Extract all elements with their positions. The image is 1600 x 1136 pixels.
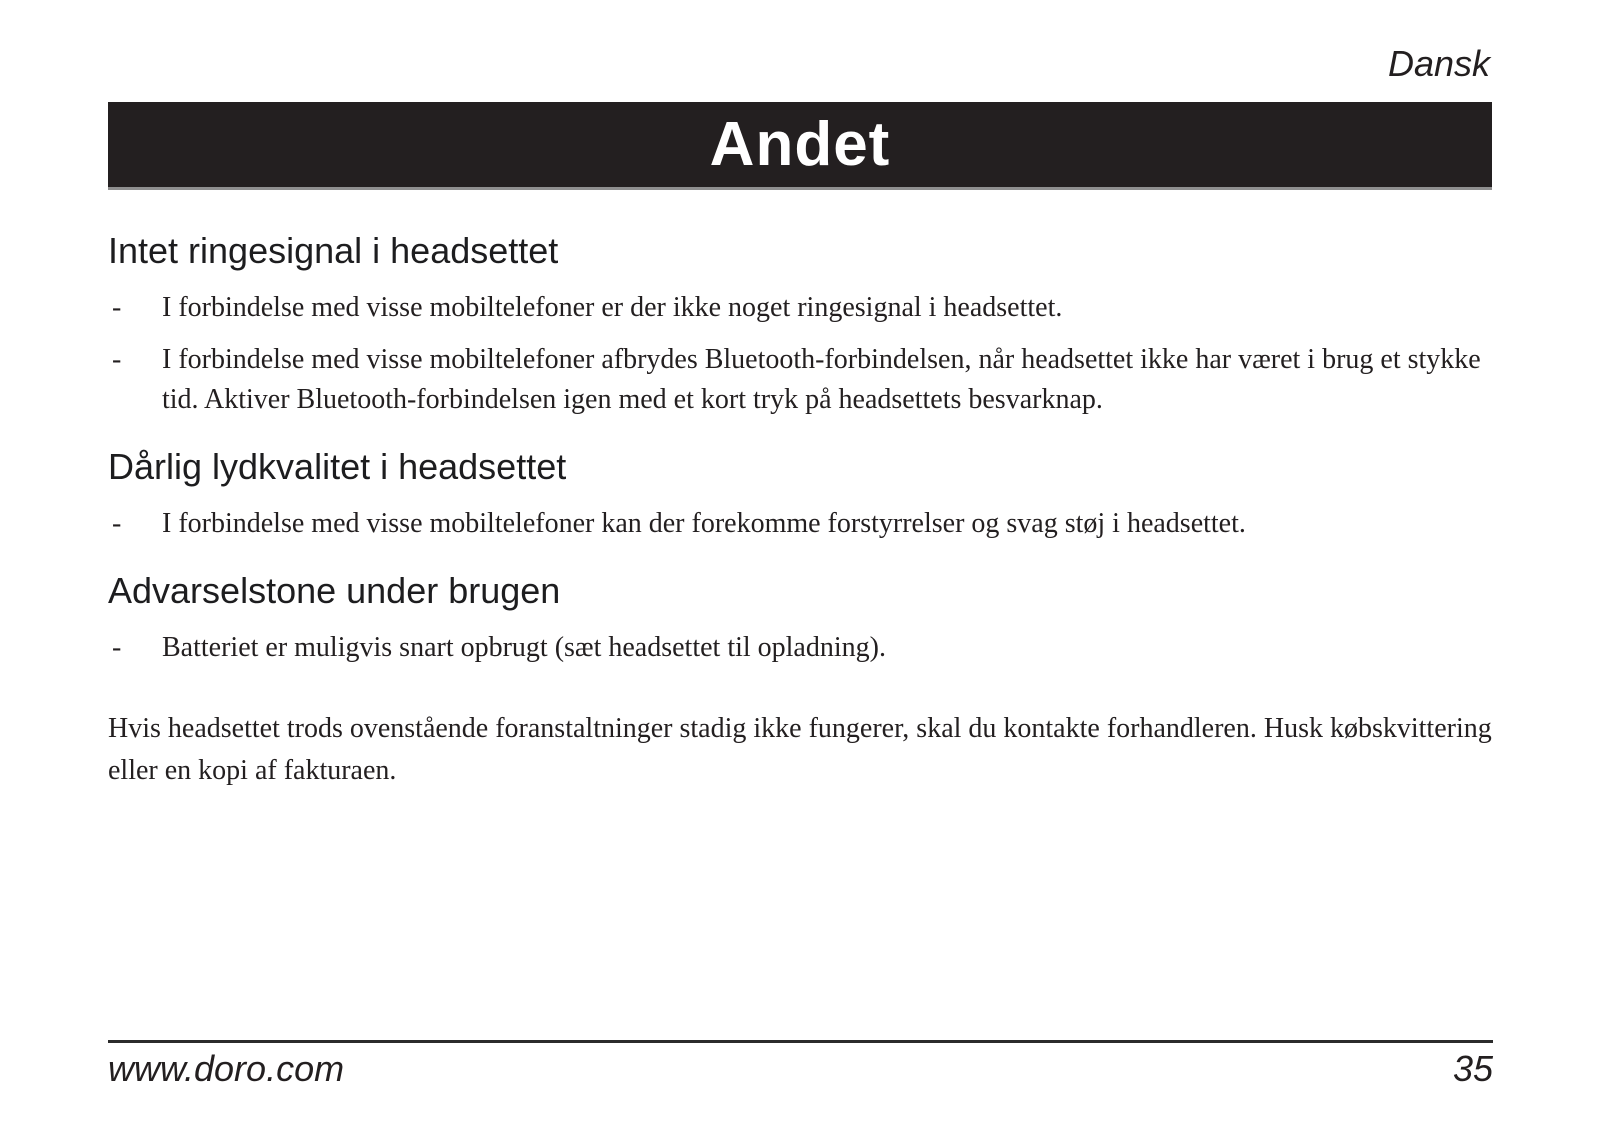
bullet-text: Batteriet er muligvis snart opbrugt (sæt headsettet til opladning). bbox=[162, 632, 886, 663]
closing-paragraph: Hvis headsettet trods ovenstående foranstaltninger stadig ikke fungerer, skal du kontakte forhandleren. Husk købskvittering eller en kopi af fakturaen. bbox=[108, 713, 1492, 786]
list-item bbox=[108, 504, 1492, 544]
bullet-marker: - bbox=[112, 344, 122, 375]
bullet-marker: - bbox=[112, 508, 122, 539]
page-number: 35 bbox=[1452, 1048, 1493, 1089]
section-heading: Intet ringesignal i headsettet bbox=[108, 230, 559, 271]
page-content bbox=[0, 230, 1600, 792]
language-label: Dansk bbox=[1387, 43, 1490, 84]
bullet-marker: - bbox=[112, 292, 122, 323]
list-item bbox=[108, 288, 1492, 328]
bullet-marker: - bbox=[112, 632, 122, 663]
section-heading: Dårlig lydkvalitet i headsettet bbox=[108, 446, 567, 487]
bullet-text: I forbindelse med visse mobiltelefoner er der ikke noget ringesignal i headsettet. bbox=[162, 292, 1063, 323]
banner-title: Andet bbox=[709, 110, 891, 179]
section-heading: Advarselstone under brugen bbox=[108, 570, 561, 611]
list-item bbox=[108, 628, 1492, 668]
bullet-text: I forbindelse med visse mobiltelefoner kan der forekomme forstyrrelser og svag støj i headsettet. bbox=[162, 508, 1246, 539]
list-item bbox=[108, 340, 1492, 420]
section-banner bbox=[108, 102, 1492, 190]
page-footer bbox=[108, 1040, 1493, 1090]
bullet-text: I forbindelse med visse mobiltelefoner afbrydes Bluetooth-forbindelsen, når headsettet ikke har været i brug et stykke tid. Aktiver Bluetooth-forbindelsen igen med et kort tryk på headsettets besvarknap. bbox=[162, 344, 1481, 415]
website-label: www.doro.com bbox=[108, 1048, 345, 1089]
